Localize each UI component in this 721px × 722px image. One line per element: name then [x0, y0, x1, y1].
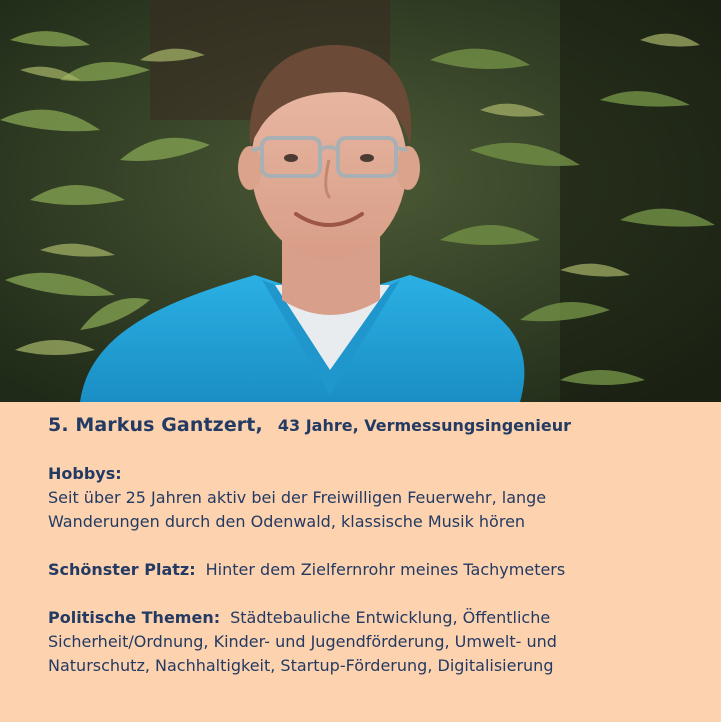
hobbies-text [48, 486, 688, 534]
political-topics-line: Sicherheit/Ordnung, Kinder- und Jugendförderung, Umwelt- und [48, 632, 557, 651]
candidate-name: 5. Markus Gantzert, [48, 414, 263, 436]
bio-panel [0, 402, 721, 722]
hobbies-heading: Hobbys: [48, 464, 122, 483]
favorite-place-text: Hinter dem Zielfernrohr meines Tachymeters [205, 560, 566, 579]
political-topics-line: Naturschutz, Nachhaltigkeit, Startup-Förderung, Digitalisierung [48, 656, 554, 675]
name-line [48, 414, 571, 436]
political-topics-label: Politische Themen: [48, 608, 221, 627]
political-topics [48, 606, 688, 678]
hobbies-line: Seit über 25 Jahren aktiv bei der Freiwilligen Feuerwehr, lange [48, 488, 547, 507]
age-and-profession: 43 Jahre, Vermessungsingenieur [277, 416, 572, 435]
hobbies-line: Wanderungen durch den Odenwald, klassische Musik hören [48, 512, 526, 531]
political-topics-line: Städtebauliche Entwicklung, Öffentliche [230, 608, 551, 627]
favorite-place [48, 558, 688, 582]
favorite-place-label: Schönster Platz: [48, 560, 196, 579]
